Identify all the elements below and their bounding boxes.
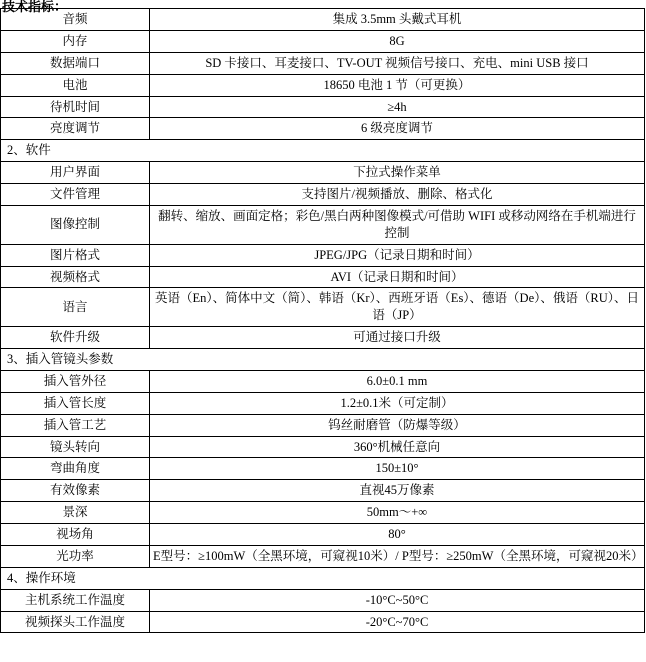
row-value: 下拉式操作菜单: [150, 162, 645, 184]
row-label: 用户界面: [1, 162, 150, 184]
table-row: [1, 205, 645, 244]
section-label: 4、操作环境: [1, 567, 645, 589]
row-value: 8G: [150, 30, 645, 52]
table-row: [1, 9, 645, 31]
row-value: AVI（记录日期和时间）: [150, 266, 645, 288]
table-row: [1, 244, 645, 266]
row-value: 6.0±0.1 mm: [150, 370, 645, 392]
table-row: [1, 611, 645, 633]
specifications-table: [0, 8, 645, 633]
table-section-row: [1, 349, 645, 371]
table-row: [1, 436, 645, 458]
row-value: 1.2±0.1米（可定制）: [150, 392, 645, 414]
table-row: [1, 30, 645, 52]
row-value: 18650 电池 1 节（可更换）: [150, 74, 645, 96]
row-value: 钨丝耐磨管（防爆等级）: [150, 414, 645, 436]
row-value: 翻转、缩放、画面定格；彩色/黑白两种图像模式/可借助 WIFI 或移动网络在手机端进行控制: [150, 205, 645, 244]
row-label: 光功率: [1, 545, 150, 567]
row-value: 可通过接口升级: [150, 327, 645, 349]
row-label: 语言: [1, 288, 150, 327]
table-row: [1, 524, 645, 546]
row-label: 插入管外径: [1, 370, 150, 392]
table-row: [1, 370, 645, 392]
row-value: 80°: [150, 524, 645, 546]
row-value: 直视45万像素: [150, 480, 645, 502]
row-label: 视频格式: [1, 266, 150, 288]
section-label: 2、软件: [1, 140, 645, 162]
row-label: 图片格式: [1, 244, 150, 266]
table-row: [1, 480, 645, 502]
section-label: 3、插入管镜头参数: [1, 349, 645, 371]
row-label: 音频: [1, 9, 150, 31]
table-row: [1, 96, 645, 118]
table-row: [1, 118, 645, 140]
row-value: JPEG/JPG（记录日期和时间）: [150, 244, 645, 266]
row-label: 主机系统工作温度: [1, 589, 150, 611]
table-row: [1, 288, 645, 327]
table-row: [1, 74, 645, 96]
row-label: 软件升级: [1, 327, 150, 349]
table-row: [1, 414, 645, 436]
row-label: 插入管长度: [1, 392, 150, 414]
row-label: 视场角: [1, 524, 150, 546]
row-value: 支持图片/视频播放、删除、格式化: [150, 184, 645, 206]
row-value: 150±10°: [150, 458, 645, 480]
table-row: [1, 327, 645, 349]
row-value: E型号：≥100mW（全黑环境，可窥视10米）/ P型号：≥250mW（全黑环境，可窥视20米）: [150, 545, 645, 567]
table-row: [1, 458, 645, 480]
table-row: [1, 52, 645, 74]
table-row: [1, 589, 645, 611]
table-row: [1, 502, 645, 524]
row-label: 亮度调节: [1, 118, 150, 140]
row-value: -20°C~70°C: [150, 611, 645, 633]
row-label: 镜头转向: [1, 436, 150, 458]
row-label: 景深: [1, 502, 150, 524]
row-label: 弯曲角度: [1, 458, 150, 480]
table-section-row: [1, 567, 645, 589]
table-row: [1, 545, 645, 567]
row-label: 内存: [1, 30, 150, 52]
row-value: 英语（En）、简体中文（简）、韩语（Kr）、西班牙语（Es）、德语（De）、俄语（RU）、日语（JP）: [150, 288, 645, 327]
row-value: 6 级亮度调节: [150, 118, 645, 140]
table-section-row: [1, 140, 645, 162]
row-label: 插入管工艺: [1, 414, 150, 436]
table-row: [1, 184, 645, 206]
row-value: 集成 3.5mm 头戴式耳机: [150, 9, 645, 31]
row-value: 50mm～+∞: [150, 502, 645, 524]
table-row: [1, 392, 645, 414]
row-label: 待机时间: [1, 96, 150, 118]
row-value: SD 卡接口、耳麦接口、TV-OUT 视频信号接口、充电、mini USB 接口: [150, 52, 645, 74]
row-label: 视频探头工作温度: [1, 611, 150, 633]
row-label: 有效像素: [1, 480, 150, 502]
row-label: 文件管理: [1, 184, 150, 206]
row-label: 图像控制: [1, 205, 150, 244]
table-row: [1, 266, 645, 288]
row-value: ≥4h: [150, 96, 645, 118]
row-label: 数据端口: [1, 52, 150, 74]
page-title: 技术指标：: [2, 0, 68, 14]
table-row: [1, 162, 645, 184]
row-value: -10°C~50°C: [150, 589, 645, 611]
row-label: 电池: [1, 74, 150, 96]
row-value: 360°机械任意向: [150, 436, 645, 458]
